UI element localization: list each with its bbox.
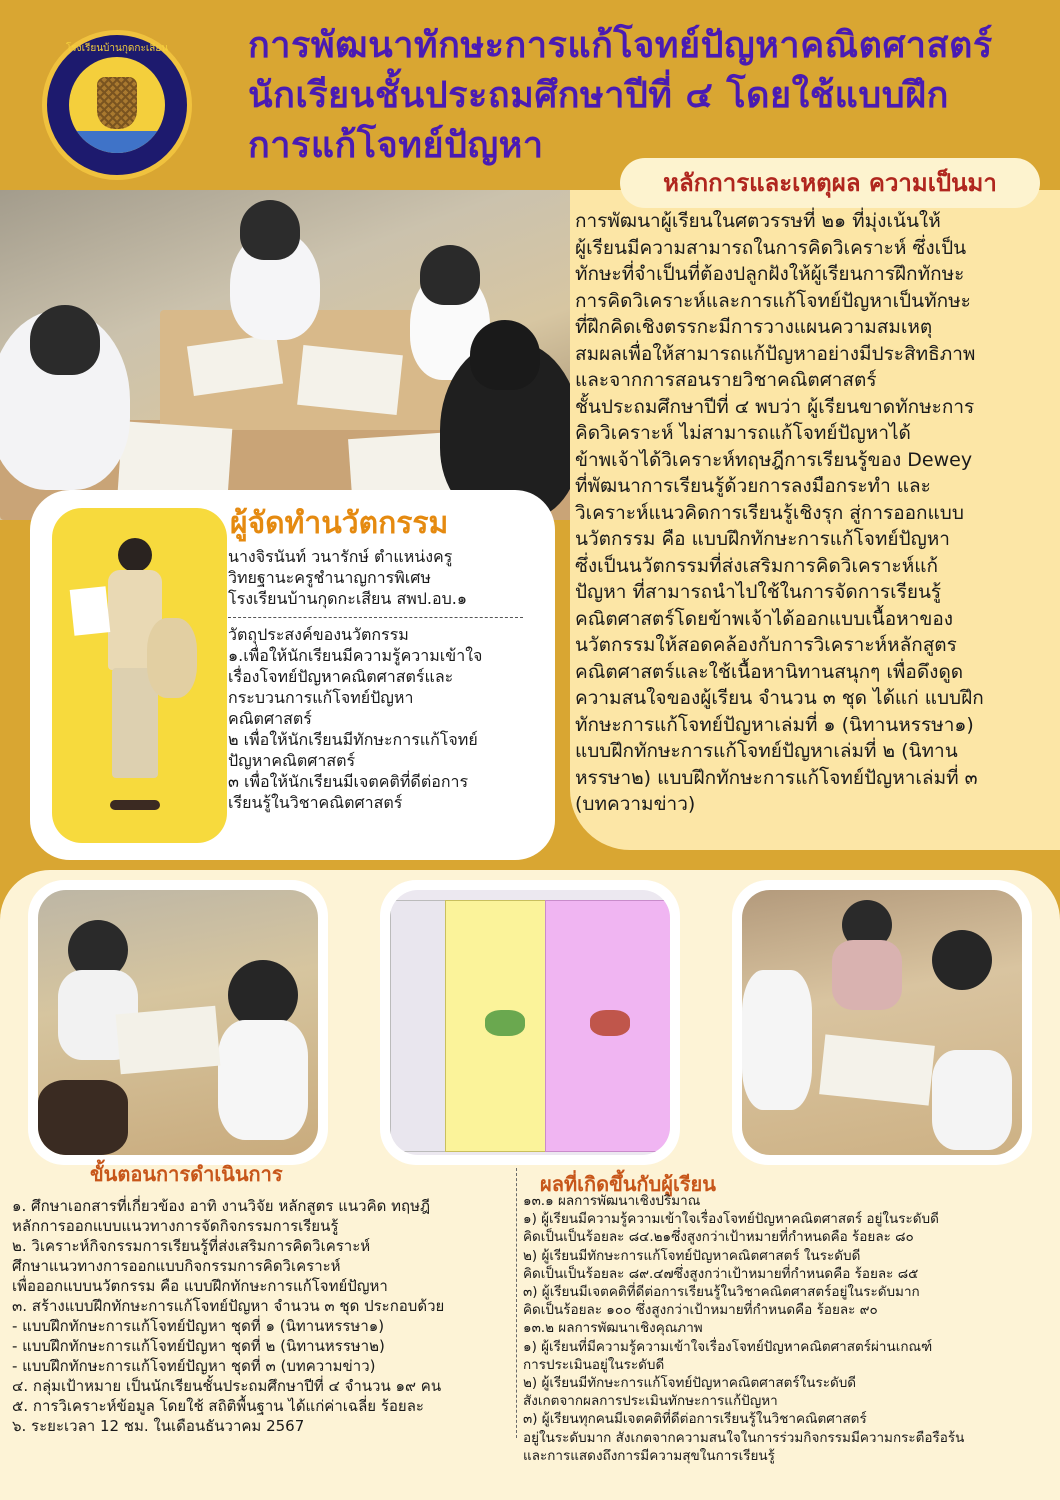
result-line: คิดเป็นเป็นร้อยละ ๘๔.๒๑ซึ่งสูงกว่าเป้าหมายที่กำหนดคือ ร้อยละ ๘๐ xyxy=(523,1229,914,1246)
column-divider xyxy=(516,1168,517,1438)
result-line: อยู่ในระดับมาก สังเกตจากความสนใจในการร่วมกิจกรรมมีความกระตือรือร้น xyxy=(523,1429,965,1446)
divider xyxy=(228,617,523,618)
background-line: สมผลเพื่อให้สามารถแก้ปัญหาอย่างมีประสิทธิภาพ xyxy=(575,342,976,365)
objective-line: ๓ เพื่อให้นักเรียนมีเจตคติที่ดีต่อการ xyxy=(228,772,469,791)
background-line: หรรษา๒) แบบฝึกทักษะการแก้โจทย์ปัญหาเล่มที่ ๓ xyxy=(575,766,978,789)
school-logo xyxy=(42,30,192,180)
logo-emblem xyxy=(69,57,165,153)
procedure-line: ๑. ศึกษาเอกสารที่เกี่ยวข้อง อาทิ งานวิจัย หลักสูตร แนวคิด ทฤษฎี xyxy=(12,1197,431,1215)
objective-line: ๒ เพื่อให้นักเรียนมีทักษะการแก้โจทย์ xyxy=(228,730,478,749)
result-line: ๒) ผู้เรียนมีทักษะการแก้โจทย์ปัญหาคณิตศาสตร์ ในระดับดี xyxy=(523,1247,861,1264)
background-line: คณิตศาสตร์และใช้เนื้อหานิทานสนุกๆ เพื่อดึงดูด xyxy=(575,660,964,683)
objective-line: วัตถุประสงค์ของนวัตกรรม xyxy=(228,625,409,644)
logo-ring-text: โรงเรียนบ้านกุดกะเสียน xyxy=(65,43,169,54)
activity-photo-2 xyxy=(732,880,1032,1165)
background-line: ที่พัฒนาการเรียนรู้ด้วยการลงมือกระทำ และ xyxy=(575,475,931,497)
background-line: ทักษะที่จำเป็นที่ต้องปลูกฝังให้ผู้เรียนการฝึกทักษะ xyxy=(575,263,965,285)
procedure-line: ๕. การวิเคราะห์ข้อมูล โดยใช้ สถิติพื้นฐาน ได้แก่ค่าเฉลี่ย ร้อยละ xyxy=(12,1397,424,1415)
innovator-info-line: โรงเรียนบ้านกุดกะเสียน สพป.อบ.๑ xyxy=(228,589,468,608)
result-line: ๑๓.๑ ผลการพัฒนาเชิงปริมาณ xyxy=(523,1193,701,1209)
result-line: สังเกตจากผลการประเมินทักษะการแก้ปัญหา xyxy=(523,1393,778,1410)
title-line-3: การแก้โจทย์ปัญหา xyxy=(248,125,544,166)
background-line: นวัตกรรม คือ แบบฝึกทักษะการแก้โจทย์ปัญหา xyxy=(575,528,950,550)
procedure-line: - แบบฝึกทักษะการแก้โจทย์ปัญหา ชุดที่ ๒ (นิทานหรรษา๒) xyxy=(12,1337,385,1355)
title-line-2: นักเรียนชั้นประถมศึกษาปีที่ ๔ โดยใช้แบบฝึก xyxy=(248,75,949,116)
innovator-heading: ผู้จัดทำนวัตกรรม xyxy=(230,506,449,541)
background-line: ความสนใจของผู้เรียน จำนวน ๓ ชุด ได้แก่ แบบฝึก xyxy=(575,687,984,709)
procedure-heading: ขั้นตอนการดำเนินการ xyxy=(90,1162,283,1186)
procedure-line: ๓. สร้างแบบฝึกทักษะการแก้โจทย์ปัญหา จำนวน ๓ ชุด ประกอบด้วย xyxy=(12,1297,445,1315)
procedure-line: ๖. ระยะเวลา 12 ชม. ในเดือนธันวาคม 2567 xyxy=(12,1417,305,1435)
results-list xyxy=(523,1192,1053,1465)
background-line: และจากการสอนรายวิชาคณิตศาสตร์ xyxy=(575,369,877,391)
innovator-info-line: วิทยฐานะครูชำนาญการพิเศษ xyxy=(228,568,431,587)
background-line: ซึ่งเป็นนวัตกรรมที่ส่งเสริมการคิดวิเคราะห์แก้ xyxy=(575,554,939,577)
background-line: ปัญหา ที่สามารถนำไปใช้ในการจัดการเรียนรู้ xyxy=(575,581,942,603)
basket-icon xyxy=(97,77,137,129)
objective-line: เรื่องโจทย์ปัญหาคณิตศาสตร์และ xyxy=(228,667,454,686)
results-heading: ผลที่เกิดขึ้นกับผู้เรียน xyxy=(540,1172,716,1196)
procedure-line: เพื่อออกแบบนวัตกรรม คือ แบบฝึกทักษะการแก้โจทย์ปัญหา xyxy=(12,1277,388,1295)
activity-photo-1 xyxy=(28,880,328,1165)
background-line: การพัฒนาผู้เรียนในศตวรรษที่ ๒๑ ที่มุ่งเน้นให้ xyxy=(575,210,941,232)
water-icon xyxy=(69,131,165,153)
result-line: และการแสดงถึงการมีความสุขในการเรียนรู้ xyxy=(523,1447,775,1464)
background-text xyxy=(575,208,1045,818)
teacher-photo xyxy=(52,508,227,843)
objective-line: กระบวนการแก้โจทย์ปัญหา xyxy=(228,688,414,707)
objective-line: ปัญหาคณิตศาสตร์ xyxy=(228,751,356,770)
innovator-details xyxy=(228,546,548,813)
result-line: ๓) ผู้เรียนมีเจตคติที่ดีต่อการเรียนรู้ในวิชาคณิตศาสตร์อยู่ในระดับมาก xyxy=(523,1284,920,1301)
result-line: ๓) ผู้เรียนทุกคนมีเจตคติที่ดีต่อการเรียนรู้ในวิชาคณิตศาสตร์ xyxy=(523,1411,867,1428)
procedure-line: - แบบฝึกทักษะการแก้โจทย์ปัญหา ชุดที่ ๑ (นิทานหรรษา๑) xyxy=(12,1317,385,1335)
procedure-line: หลักการออกแบบแนวทางการจัดกิจกรรมการเรียนรู้ xyxy=(12,1217,339,1235)
workbook-covers xyxy=(380,880,680,1165)
background-line: นวัตกรรมให้สอดคล้องกับการวิเคราะห์หลักสูตร xyxy=(575,634,957,656)
objective-line: ๑.เพื่อให้นักเรียนมีความรู้ความเข้าใจ xyxy=(228,646,483,665)
result-line: คิดเป็นร้อยละ ๑๐๐ ซึ่งสูงกว่าเป้าหมายที่กำหนดคือ ร้อยละ ๙๐ xyxy=(523,1302,878,1319)
result-line: ๑) ผู้เรียนที่มีความรู้ความเข้าใจเรื่องโจทย์ปัญหาคณิตศาสตร์ผ่านเกณฑ์ xyxy=(523,1338,933,1355)
innovator-info-line: นางจิรนันท์ วนารักษ์ ตำแหน่งครู xyxy=(228,547,453,566)
background-line: ผู้เรียนมีความสามารถในการคิดวิเคราะห์ ซึ่งเป็น xyxy=(575,236,967,259)
procedure-line: - แบบฝึกทักษะการแก้โจทย์ปัญหา ชุดที่ ๓ (บทความข่าว) xyxy=(12,1357,376,1375)
result-line: ๑) ผู้เรียนมีความรู้ความเข้าใจเรื่องโจทย์ปัญหาคณิตศาสตร์ อยู่ในระดับดี xyxy=(523,1211,939,1228)
background-line: คิดวิเคราะห์ ไม่สามารถแก้โจทย์ปัญหาได้ xyxy=(575,422,911,444)
background-line: การคิดวิเคราะห์และการแก้โจทย์ปัญหาเป็นทักษะ xyxy=(575,289,971,312)
background-line: แบบฝึกทักษะการแก้โจทย์ปัญหาเล่มที่ ๒ (นิทาน xyxy=(575,740,958,762)
objective-line: เรียนรู้ในวิชาคณิตศาสตร์ xyxy=(228,793,403,812)
result-line: ๑๓.๒ ผลการพัฒนาเชิงคุณภาพ xyxy=(523,1320,703,1337)
procedure-line: ศึกษาแนวทางการออกแบบกิจกรรมการคิดวิเคราะห์ xyxy=(12,1257,341,1275)
background-line: (บทความข่าว) xyxy=(575,793,696,815)
background-line: ชั้นประถมศึกษาปีที่ ๔ พบว่า ผู้เรียนขาดทักษะการ xyxy=(575,395,975,418)
procedure-list xyxy=(12,1196,507,1436)
background-line: ทักษะการแก้โจทย์ปัญหาเล่มที่ ๑ (นิทานหรรษา๑) xyxy=(575,713,974,736)
background-line: ข้าพเจ้าได้วิเคราะห์ทฤษฎีการเรียนรู้ของ Dewey xyxy=(575,448,973,471)
objective-line: คณิตศาสตร์ xyxy=(228,709,312,728)
result-line: การประเมินอยู่ในระดับดี xyxy=(523,1356,665,1373)
title-line-1: การพัฒนาทักษะการแก้โจทย์ปัญหาคณิตศาสตร์ xyxy=(248,25,993,66)
result-line: คิดเป็นเป็นร้อยละ ๘๙.๔๗ซึ่งสูงกว่าเป้าหมายที่กำหนดคือ ร้อยละ ๘๕ xyxy=(523,1265,919,1282)
background-line: ที่ฝึกคิดเชิงตรรกะมีการวางแผนความสมเหตุ xyxy=(575,316,933,338)
background-heading: หลักการและเหตุผล ความเป็นมา xyxy=(620,158,1040,208)
classroom-photo xyxy=(0,190,580,520)
background-line: วิเคราะห์แนวคิดการเรียนรู้เชิงรุก สู่การออกแบบ xyxy=(575,501,964,524)
result-line: ๒) ผู้เรียนมีทักษะการแก้โจทย์ปัญหาคณิตศาสตร์ในระดับดี xyxy=(523,1375,857,1392)
background-line: คณิตศาสตร์โดยข้าพเจ้าได้ออกแบบเนื้อหาของ xyxy=(575,607,954,630)
procedure-line: ๔. กลุ่มเป้าหมาย เป็นนักเรียนชั้นประถมศึกษาปีที่ ๔ จำนวน ๑๙ คน xyxy=(12,1377,442,1395)
procedure-line: ๒. วิเคราะห์กิจกรรมการเรียนรู้ที่ส่งเสริมการคิดวิเคราะห์ xyxy=(12,1237,371,1255)
